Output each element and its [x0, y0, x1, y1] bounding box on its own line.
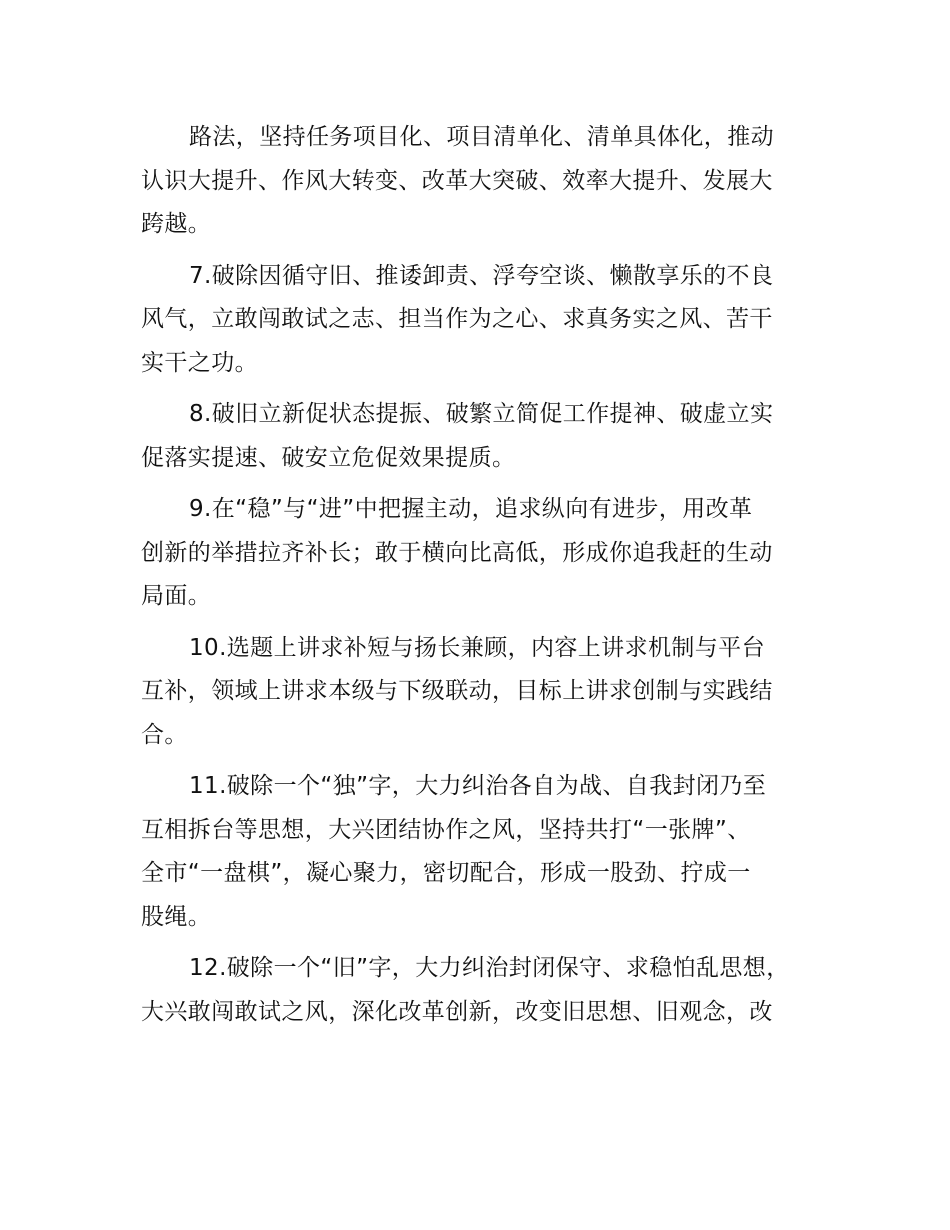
document-body — [141, 116, 831, 1042]
text-line: 8.破旧立新促状态提振、破繁立简促工作提神、破虚立实 — [189, 401, 774, 427]
text-line: 9.在“稳”与“进”中把握主动，追求纵向有进步，用改革 — [189, 496, 753, 522]
text-line: 7.破除因循守旧、推诿卸责、浮夸空谈、懒散享乐的不良 — [189, 262, 774, 289]
text-line: 互相拆台等思想，大兴团结协作之风，坚持共打“一张牌”、 — [141, 816, 751, 843]
paragraph — [141, 947, 831, 1034]
text-line: 12.破除一个“旧”字，大力纠治封闭保守、求稳怕乱思想， — [189, 955, 790, 981]
paragraph — [141, 488, 831, 619]
text-line: 路法，坚持任务项目化、项目清单化、清单具体化，推动 — [189, 124, 774, 150]
text-line: 促落实提速、破安立危促效果提质。 — [141, 444, 516, 471]
text-line: 认识大提升、作风大转变、改革大突破、效率大提升、发展大 — [141, 167, 773, 194]
text-line: 局面。 — [141, 583, 212, 609]
paragraph — [141, 116, 831, 247]
text-line: 股绳。 — [141, 903, 212, 930]
text-line: 大兴敢闯敢试之风，深化改革创新，改变旧思想、旧观念，改 — [141, 998, 773, 1025]
text-line: 合。 — [141, 721, 188, 748]
text-line: 10.选题上讲求补短与扬长兼顾，内容上讲求机制与平台 — [189, 634, 765, 661]
paragraph — [141, 393, 831, 480]
text-line: 全市“一盘棋”，凝心聚力，密切配合，形成一股劲、拧成一 — [141, 860, 751, 886]
paragraph — [141, 255, 831, 386]
text-line: 实干之功。 — [141, 349, 258, 376]
paragraph — [141, 627, 831, 758]
text-line: 11.破除一个“独”字，大力纠治各自为战、自我封闭乃至 — [189, 773, 767, 799]
text-line: 互补，领域上讲求本级与下级联动，目标上讲求创制与实践结 — [141, 678, 773, 704]
paragraph — [141, 765, 831, 939]
text-line: 创新的举措拉齐补长；敢于横向比高低，形成你追我赶的生动 — [141, 539, 773, 566]
text-line: 风气，立敢闯敢试之志、担当作为之心、求真务实之风、苦干 — [141, 306, 773, 332]
text-line: 跨越。 — [141, 211, 212, 237]
